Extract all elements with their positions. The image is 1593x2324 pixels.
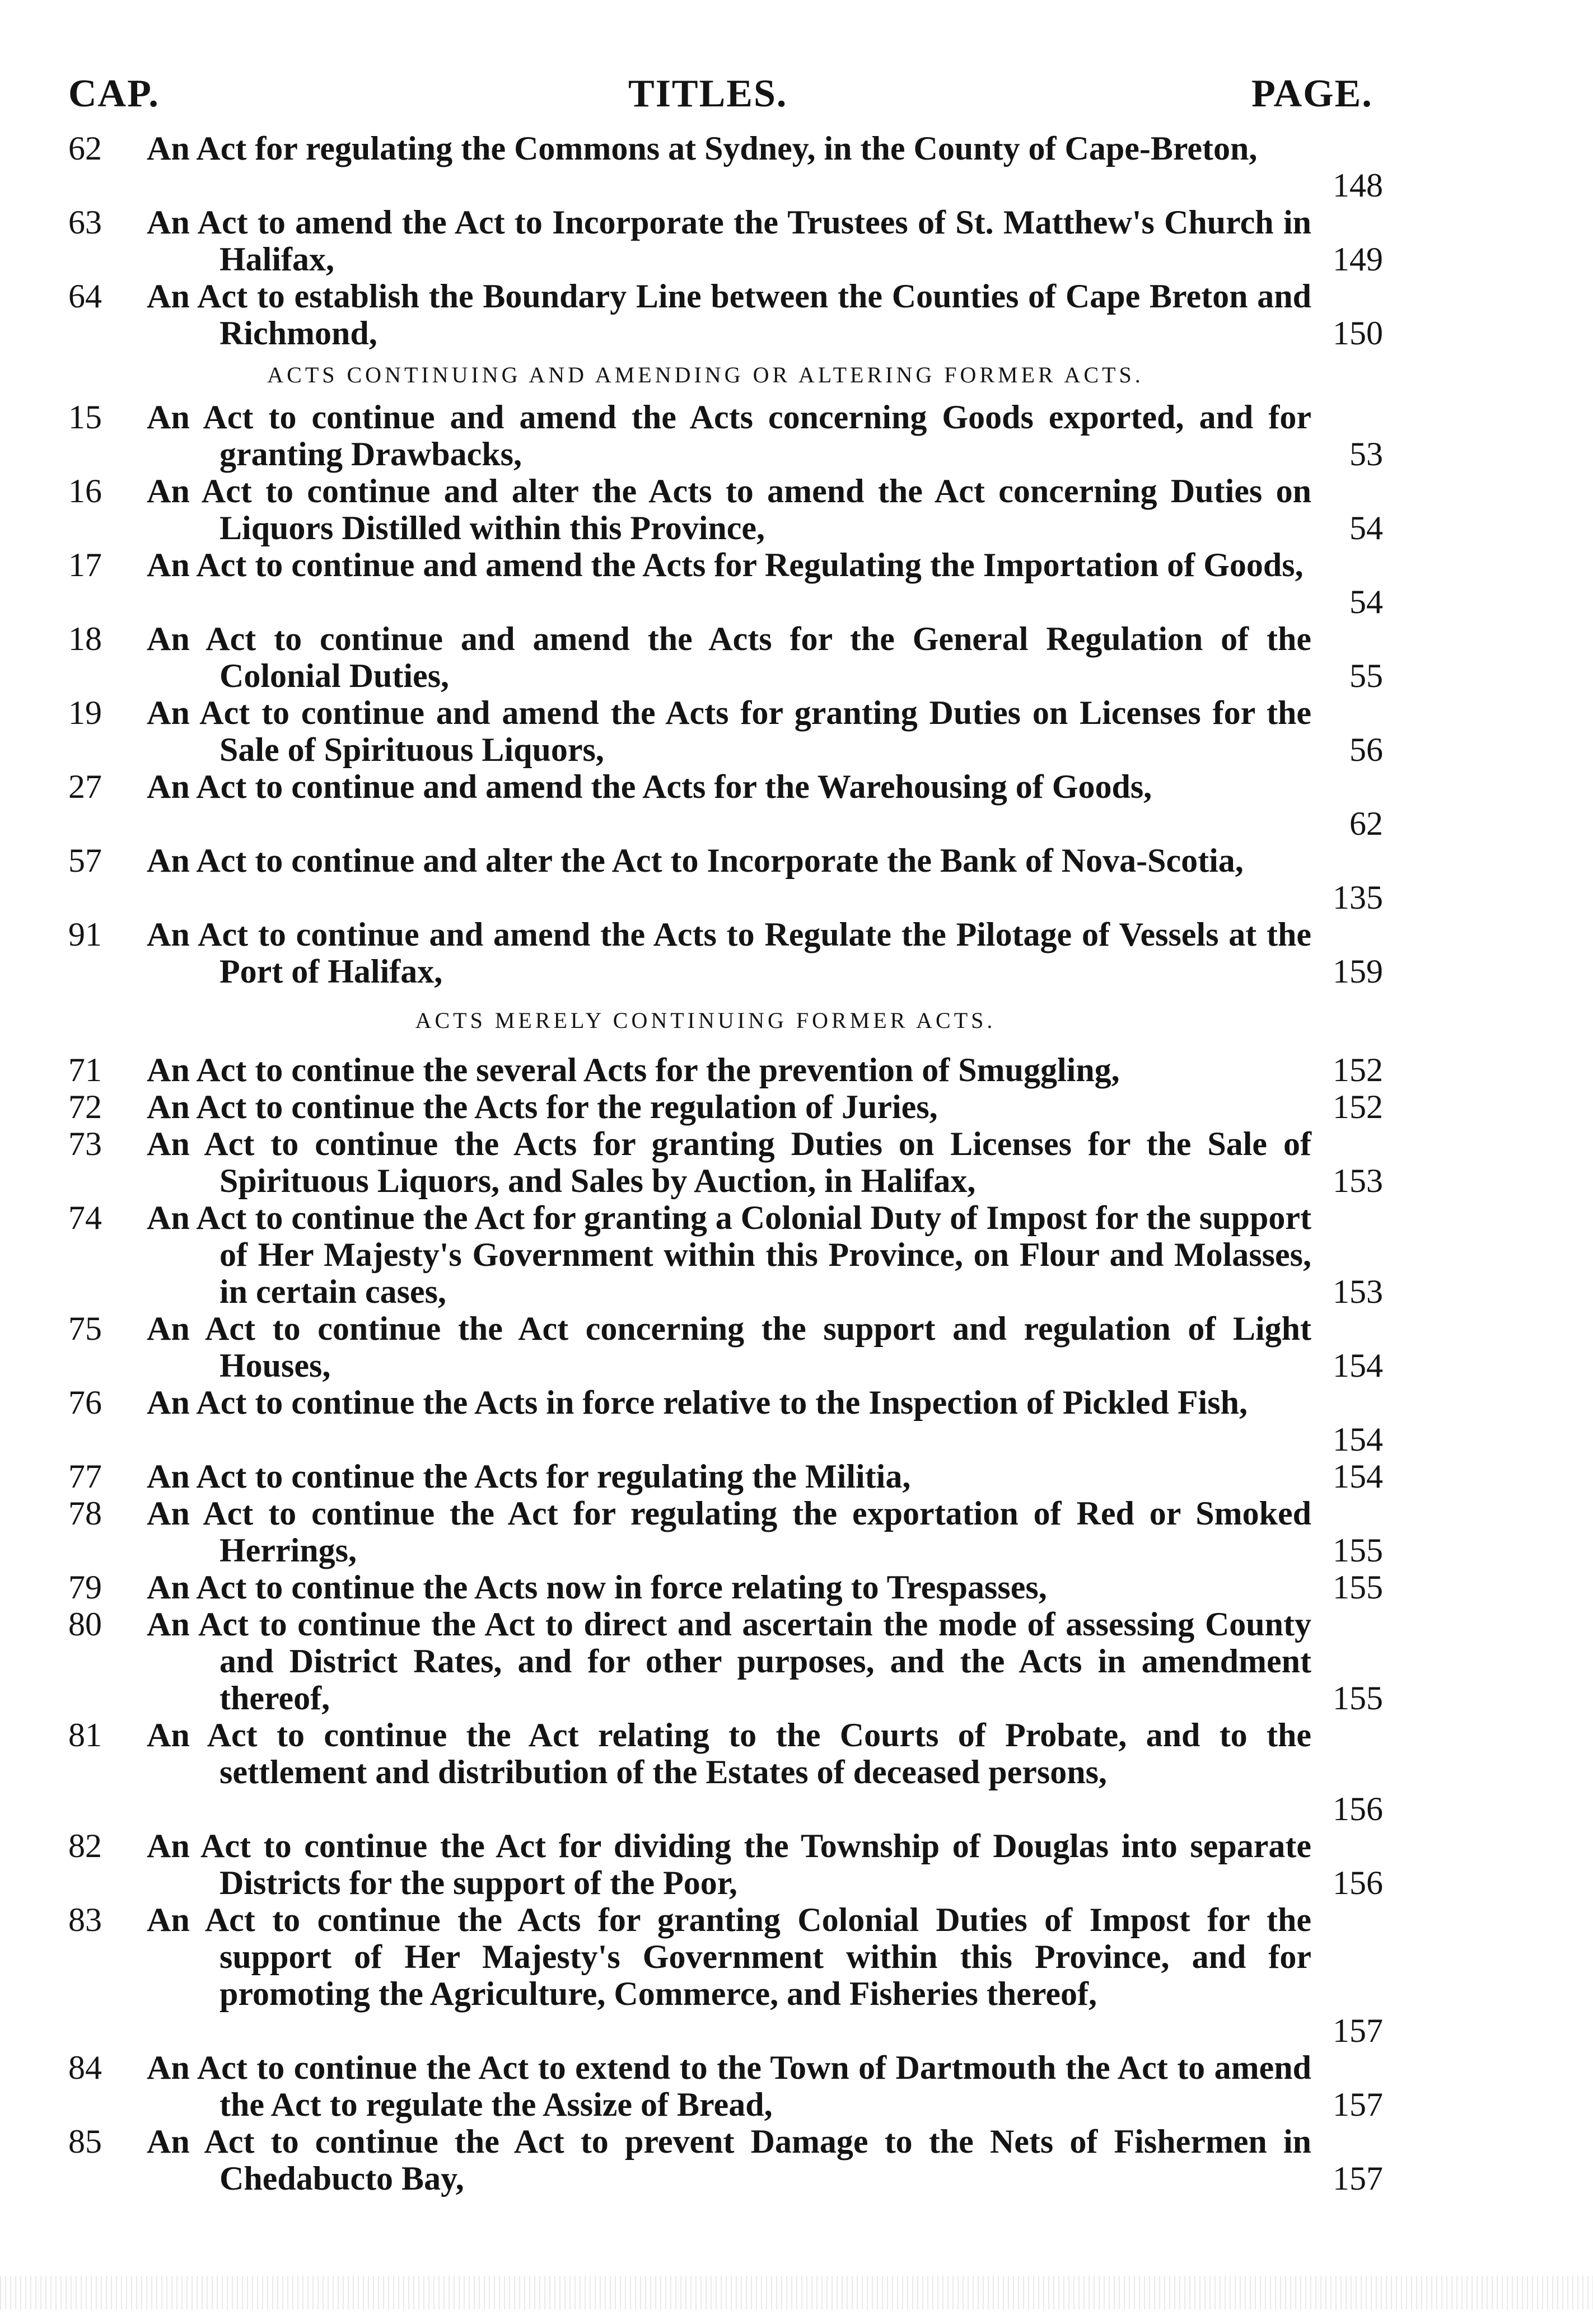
scan-noise-strip [0,2276,1593,2309]
entry-cap-number: 16 [68,473,102,509]
entry-page-number: 135 [1333,879,1383,916]
entry-title: An Act to continue the Acts for the regulation of Juries, [147,1088,938,1125]
entry-page-number: 54 [1349,509,1383,546]
entry-cap-number: 63 [68,204,102,241]
entry-page-number: 153 [1333,1162,1383,1199]
entry-title: An Act to continue and alter the Act to Incorporate the Bank of Nova-Scotia, [147,842,1244,879]
table-row [0,278,1593,352]
entry-title: An Act to continue the Acts for regulating the Militia, [147,1458,911,1495]
entry-cap-number: 82 [68,1827,102,1864]
entry-page-number: 62 [1349,805,1383,842]
entry-cap-number: 76 [68,1384,102,1421]
table-row [0,1901,1593,2049]
entry-title: An Act to continue the several Acts for the prevention of Smuggling, [147,1051,1120,1088]
entries-group-b [0,399,1593,990]
entry-page-number: 157 [1333,2012,1383,2049]
table-row [0,1458,1593,1495]
table-row [0,130,1593,204]
entry-cap-number: 19 [68,694,102,731]
entry-title: An Act to amend the Act to Incorporate the Trustees of St. Matthew's Church in Halifax, [147,204,1311,278]
entry-cap-number: 85 [68,2123,102,2160]
table-row [0,1827,1593,1901]
table-row [0,204,1593,278]
header-cap: CAP. [68,72,160,115]
entry-page-number: 54 [1349,583,1383,620]
entry-title: An Act to continue and amend the Acts concerning Goods exported, and for granting Drawbacks, [147,399,1311,473]
table-of-titles [0,130,1593,2197]
entry-title: An Act to establish the Boundary Line between the Counties of Cape Breton and Richmond, [147,278,1311,352]
table-row [0,473,1593,546]
entry-title: An Act to continue and amend the Acts for granting Duties on Licenses for the Sale of Spirituous Liquors, [147,694,1311,768]
table-row [0,2123,1593,2197]
entry-cap-number: 81 [68,1717,102,1753]
entry-page-number: 154 [1333,1421,1383,1458]
table-row [0,620,1593,694]
entry-title: An Act to continue the Acts for granting Duties on Licenses for the Sale of Spirituous Liquors, and Sales by Auction, in Halifax, [147,1125,1311,1199]
entry-cap-number: 75 [68,1310,102,1347]
entry-title: An Act to continue the Acts now in force relating to Trespasses, [147,1569,1047,1606]
table-row [0,546,1593,620]
entry-cap-number: 80 [68,1606,102,1643]
entry-page-number: 159 [1333,953,1383,990]
entry-page-number: 156 [1333,1864,1383,1901]
table-row [0,1384,1593,1458]
entry-page-number: 156 [1333,1790,1383,1827]
header-titles: TITLES. [628,72,788,115]
entry-cap-number: 84 [68,2049,102,2086]
entry-cap-number: 27 [68,768,102,805]
entry-page-number: 154 [1333,1347,1383,1384]
entry-cap-number: 62 [68,130,102,167]
entry-cap-number: 74 [68,1199,102,1236]
table-row [0,1199,1593,1310]
entry-title: An Act to continue and alter the Acts to amend the Act concerning Duties on Liquors Distilled within this Province, [147,473,1311,546]
table-row [0,768,1593,842]
entry-title: An Act to continue the Acts for granting Colonial Duties of Impost for the support of Her Majesty's Government within this Province, and for promoting the Agriculture, Commerce, and Fisheries thereof, [147,1901,1311,2012]
entry-cap-number: 64 [68,278,102,315]
entry-page-number: 157 [1333,2086,1383,2123]
entry-title: An Act to continue the Act relating to the Courts of Probate, and to the settlement and distribution of the Estates of deceased persons, [147,1717,1311,1790]
entry-title: An Act to continue the Act to extend to the Town of Dartmouth the Act to amend the Act to regulate the Assize of Bread, [147,2049,1311,2123]
entry-page-number: 155 [1333,1569,1383,1606]
entry-cap-number: 77 [68,1458,102,1495]
entry-page-number: 56 [1349,731,1383,768]
table-row [0,1310,1593,1384]
table-row [0,1569,1593,1606]
entry-cap-number: 72 [68,1088,102,1125]
entries-group-a [0,130,1593,352]
entry-page-number: 55 [1349,657,1383,694]
entry-cap-number: 15 [68,399,102,436]
table-row [0,1051,1593,1088]
section-heading-continuing-amending: ACTS CONTINUING AND AMENDING OR ALTERING FORMER ACTS. [267,362,1144,387]
entry-page-number: 155 [1333,1680,1383,1717]
entry-cap-number: 71 [68,1051,102,1088]
table-row [0,1125,1593,1199]
table-row [0,1606,1593,1717]
table-row [0,1495,1593,1569]
entries-group-c [0,1051,1593,2197]
entry-title: An Act to continue and amend the Acts for the General Regulation of the Colonial Duties, [147,620,1311,694]
entry-title: An Act for regulating the Commons at Sydney, in the County of Cape-Breton, [147,130,1258,167]
entry-page-number: 152 [1333,1051,1383,1088]
entry-cap-number: 78 [68,1495,102,1532]
entry-title: An Act to continue the Act for regulating the exportation of Red or Smoked Herrings, [147,1495,1311,1569]
entry-page-number: 148 [1333,167,1383,204]
entry-cap-number: 79 [68,1569,102,1606]
entry-page-number: 150 [1333,315,1383,352]
entry-page-number: 149 [1333,241,1383,278]
entry-cap-number: 57 [68,842,102,879]
table-row [0,1717,1593,1827]
entry-cap-number: 17 [68,546,102,583]
entry-title: An Act to continue and amend the Acts to Regulate the Pilotage of Vessels at the Port of Halifax, [147,916,1311,990]
table-row [0,2049,1593,2123]
entry-cap-number: 83 [68,1901,102,1938]
section-heading-merely-continuing: ACTS MERELY CONTINUING FORMER ACTS. [415,1008,996,1033]
entry-cap-number: 18 [68,620,102,657]
entry-page-number: 153 [1333,1273,1383,1310]
entry-title: An Act to continue the Act concerning the support and regulation of Light Houses, [147,1310,1311,1384]
entry-page-number: 53 [1349,436,1383,473]
entry-title: An Act to continue the Act for dividing the Township of Douglas into separate Districts for the support of the Poor, [147,1827,1311,1901]
table-row [0,399,1593,473]
entry-title: An Act to continue the Act to prevent Damage to the Nets of Fishermen in Chedabucto Bay, [147,2123,1311,2197]
entry-title: An Act to continue and amend the Acts for the Warehousing of Goods, [147,768,1152,805]
entry-title: An Act to continue the Act to direct and ascertain the mode of assessing County and District Rates, and for other purposes, and the Acts in amendment thereof, [147,1606,1311,1717]
entry-cap-number: 91 [68,916,102,953]
entry-title: An Act to continue the Act for granting a Colonial Duty of Impost for the support of Her Majesty's Government within this Province, on Flour and Molasses, in certain cases, [147,1199,1311,1310]
entry-page-number: 155 [1333,1532,1383,1569]
entry-title: An Act to continue the Acts in force relative to the Inspection of Pickled Fish, [147,1384,1248,1421]
entry-page-number: 157 [1333,2160,1383,2197]
table-row [0,916,1593,990]
table-row [0,694,1593,768]
entry-page-number: 152 [1333,1088,1383,1125]
table-row [0,842,1593,916]
header-page: PAGE. [1251,72,1373,115]
entry-title: An Act to continue and amend the Acts for Regulating the Importation of Goods, [147,546,1304,583]
column-header [0,72,1593,122]
table-row [0,1088,1593,1125]
entry-cap-number: 73 [68,1125,102,1162]
entry-page-number: 154 [1333,1458,1383,1495]
